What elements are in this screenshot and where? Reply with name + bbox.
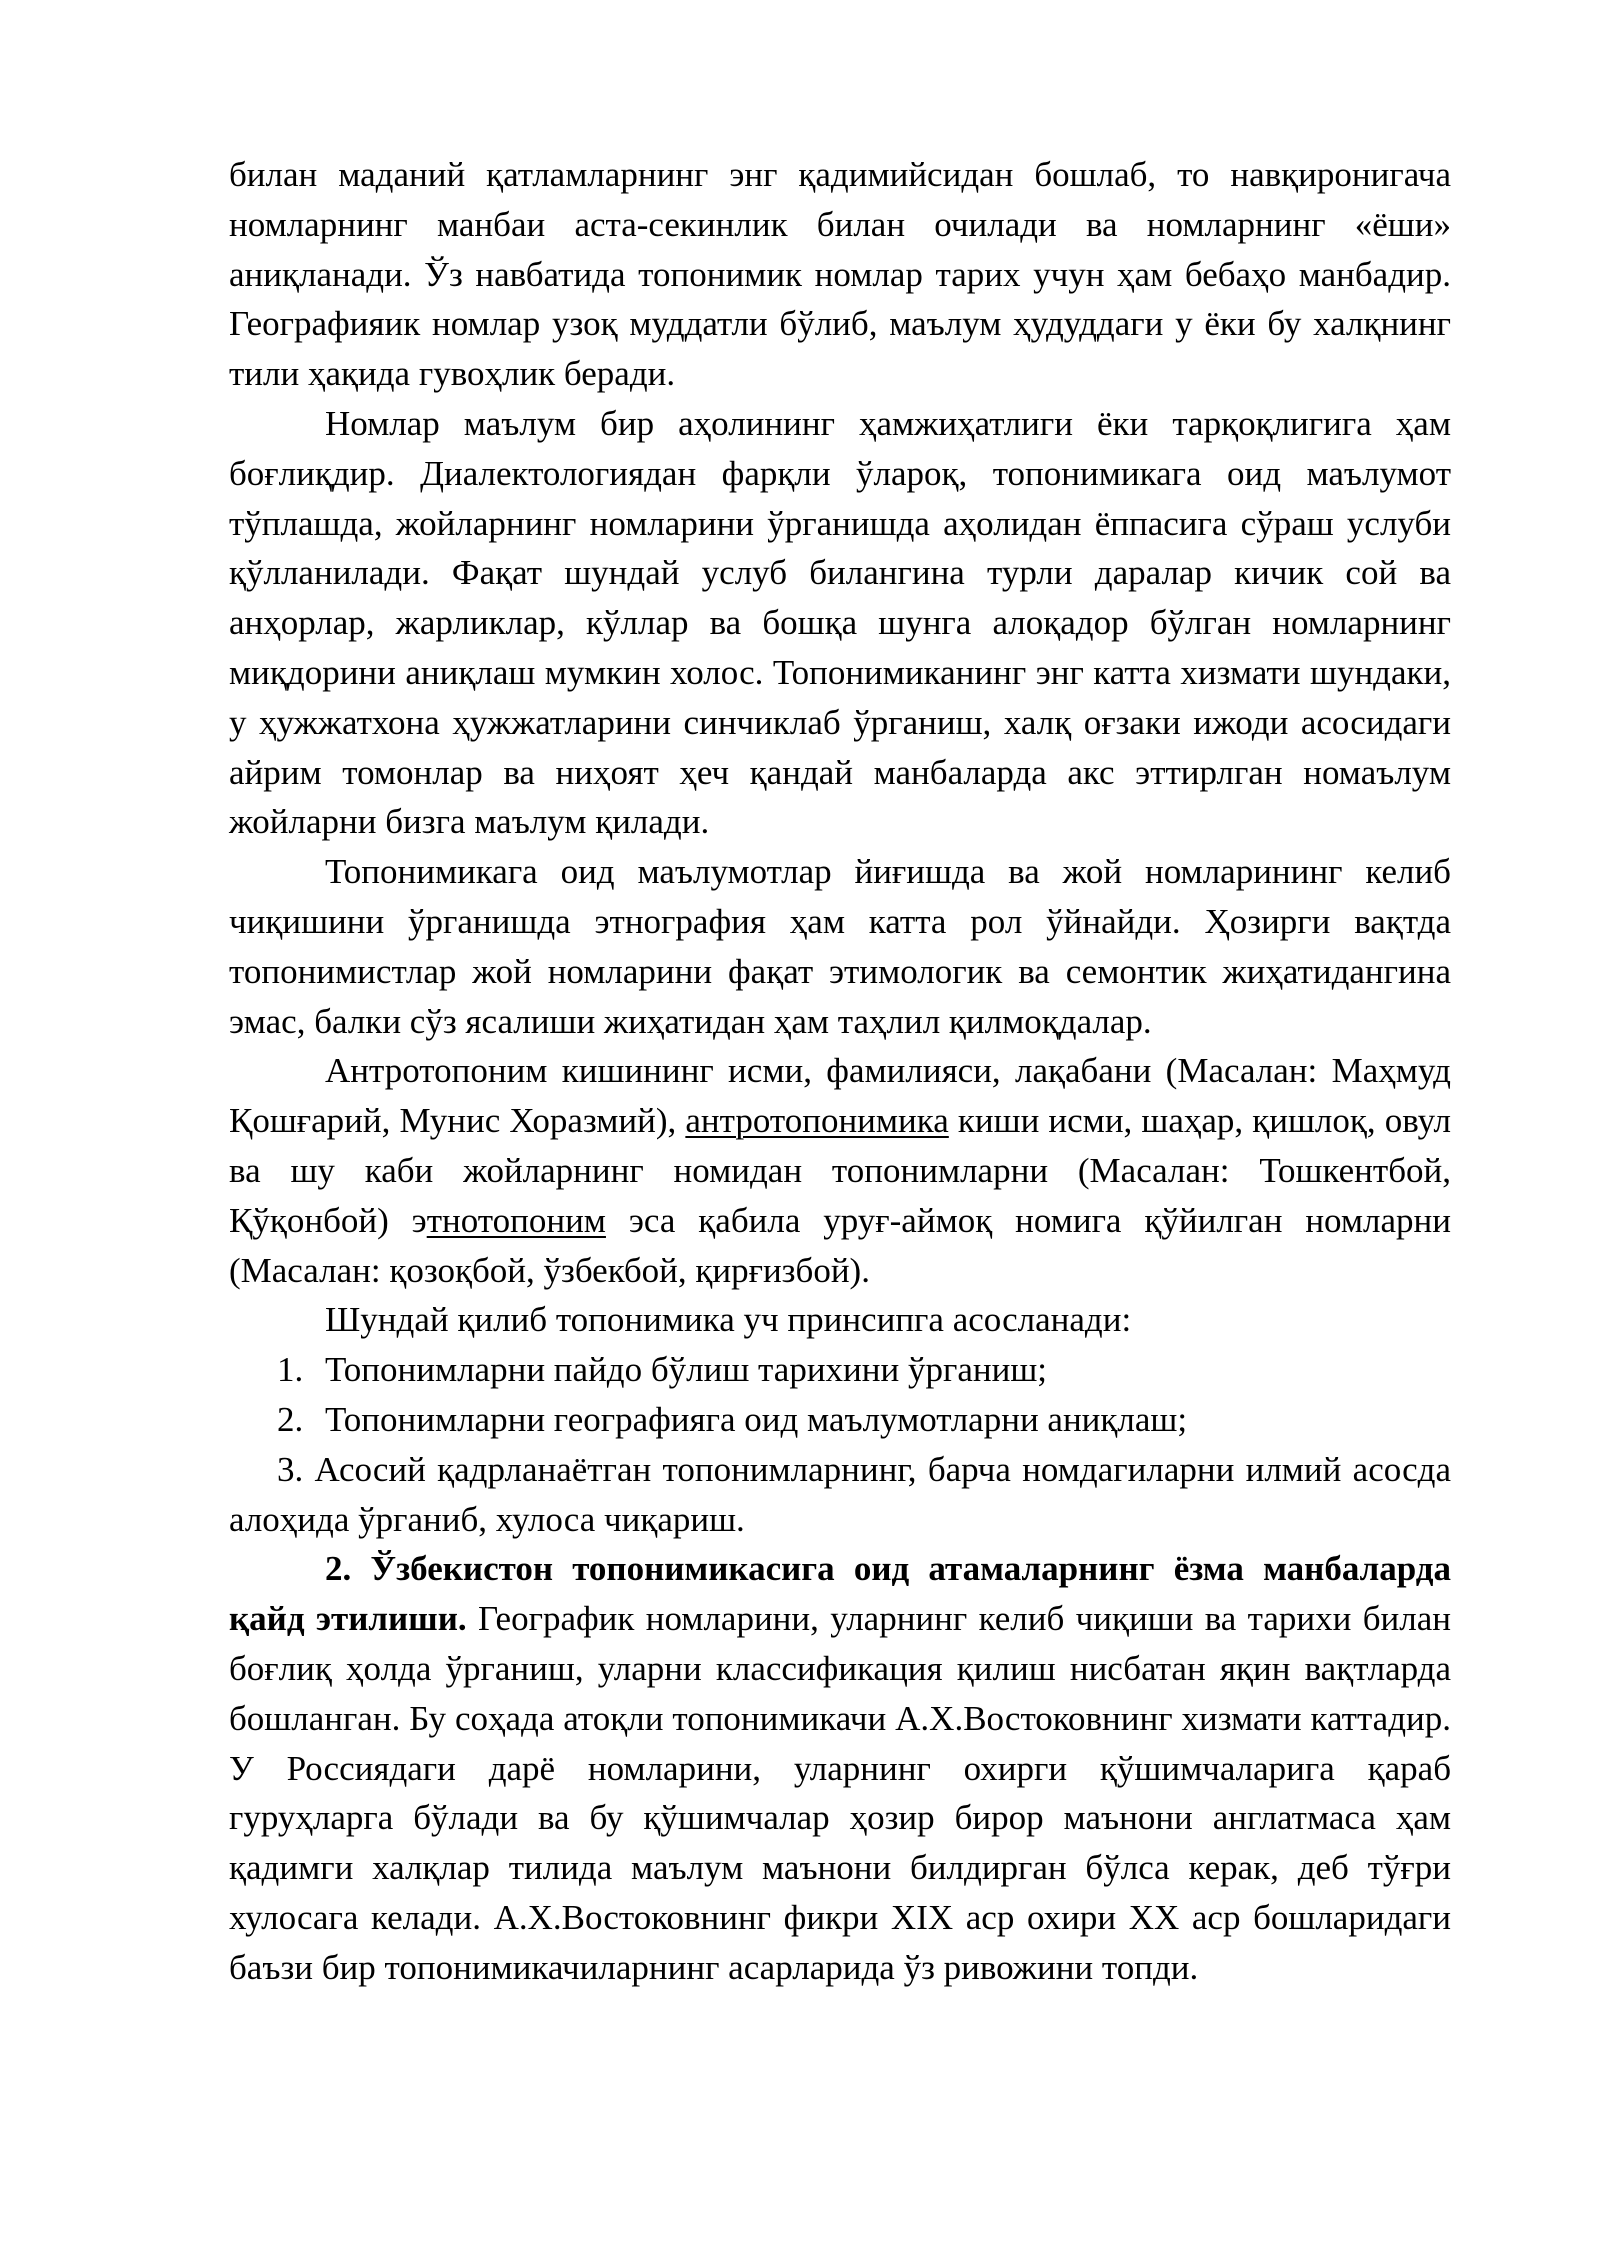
paragraph-5: Шундай қилиб топонимика уч принсипга асосланади: [325,1300,1132,1340]
list-item-text: Топонимларни географияга оид маълумотларни аниқлаш; [325,1399,1188,1439]
antrotoponimika-term: антротопонимика [685,1101,949,1141]
paragraph-6 [229,1544,1451,1992]
list-item-number: 2. [277,1399,304,1439]
paragraph-2: Номлар маълум бир аҳолининг ҳамжиҳатлиги ёки тарқоқлигига ҳам боғлиқдир. Диалектологиядан фарқли ўлароқ, топонимикага оид маълумот тўплашда, жойларнинг номларини ўрганишда аҳолидан ёппасига сўраш услуби қўлланилади. Фақат шундай услуб билангина турли даралар кичик сой ва анҳорлар, жарликлар, кўллар ва бошқа шунга алоқадор бўлган номларнинг миқдорини аниқлаш мумкин холос. Топонимиканинг энг катта хизмати шундаки, у ҳужжатхона ҳужжатларини синчиклаб ўрганиш, халқ оғзаки ижоди асосидаги айрим томонлар ва ниҳоят ҳеч қандай манбаларда акс эттирлган номаълум жойларни бизга маълум қилади. [229,403,1451,842]
paragraph-6-text: Географик номларини, уларнинг келиб чиқиши ва тарихи билан боғлиқ ҳолда ўрганиш, уларни классификация қилиш нисбатан яқин вақтларда бошланган. Бу соҳада атоқли топонимикачи А.Х.Востоковнинг хизмати каттадир. У Россиядаги дарё номларини, уларнинг охирги қўшимчаларига қараб гуруҳларга бўлади ва бу қўшимчалар ҳозир бирор маънони англатмаса ҳам қадимги халқлар тилида маълум маънони билдирган бўлса керак, деб тўғри хулосага келади. А.Х.Востоковнинг фикри XIX аср охири XX аср бошларидаги баъзи бир топонимикачиларнинг асарларида ўз ривожини топди. [229,1599,1451,1987]
list-item-3: 3. Асосий қадрланаётган топонимларнинг, барча номдагиларни илмий асосда алоҳида ўрганиб, хулоса чиқариш. [229,1449,1451,1539]
list-item [229,1345,1451,1395]
paragraph-4-text-b: киши исми, шаҳар, қишлоқ, овул ва шу каби жойларнинг номидан топонимларни (Масалан: Тошкентбой, Қўқонбой) э [229,1101,1451,1240]
list-item-text: Топонимларни пайдо бўлиш тарихини ўрганиш; [325,1350,1048,1390]
etnotoponim-term: тнотопоним [426,1200,606,1240]
paragraph-4 [229,1046,1451,1295]
paragraph-1: билан маданий қатламларнинг энг қадимийсидан бошлаб, то навқиронигача номларнинг манбаи аста-секинлик билан очилади ва номларнинг «ёши» аниқланади. Ўз навбатида топонимик номлар тарих учун ҳам бебаҳо манбадир. Географияик номлар узоқ муддатли бўлиб, маълум ҳудуддаги у ёки бу халқнинг тили ҳақида гувоҳлик беради. [229,155,1451,394]
section-heading: 2. Ўзбекистон топонимикасига оид атамаларнинг ёзма манбаларда қайд этилиши. [229,1549,1451,1639]
paragraph-3: Топонимикага оид маълумотлар йиғишда ва жой номларининг келиб чиқишини ўрганишда этнография ҳам катта рол ўйнайди. Ҳозирги вақтда топонимистлар жой номларини фақат этимологик ва семонтик жиҳатидангина эмас, балки сўз ясалиши жиҳатидан ҳам таҳлил қилмоқдалар. [229,852,1451,1041]
document-page [229,150,1451,1992]
list-item [229,1395,1451,1445]
paragraph-4-text-a: Антротопоним кишининг исми, фамилияси, лақабани (Масалан: Маҳмуд Қошғарий, Мунис Хоразмий), [229,1051,1451,1141]
list-item-number: 1. [277,1350,304,1390]
paragraph-4-text-c: эса қабила уруғ-аймоқ номига қўйилган номларни (Масалан: қозоқбой, ўзбекбой, қирғизбой). [229,1200,1451,1290]
